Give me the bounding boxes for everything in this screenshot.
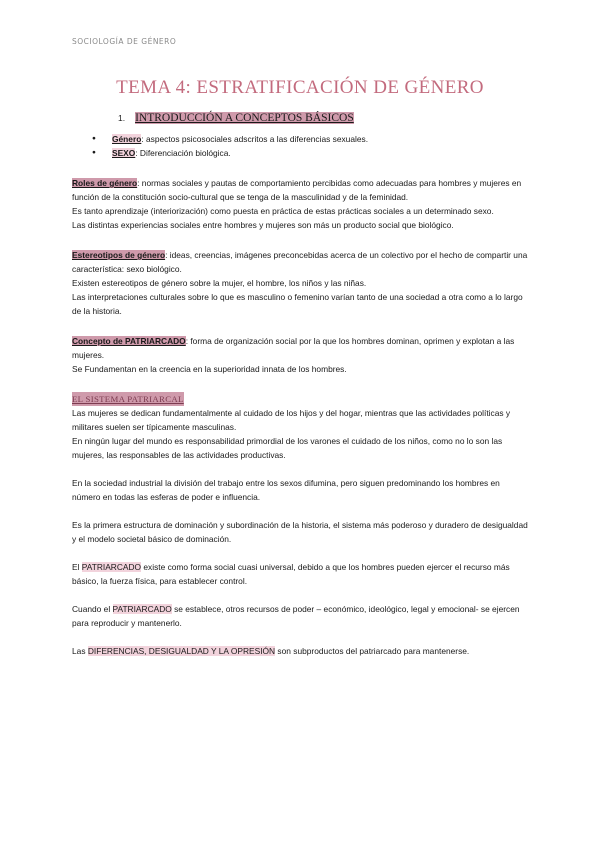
- document-body: [72, 108, 528, 658]
- paragraph: [72, 334, 528, 362]
- list-item: [92, 132, 528, 146]
- paragraph: Las interpretaciones culturales sobre lo que es masculino o femenino varían tanto de una sociedad a otra como a lo largo de la historia.: [72, 292, 523, 316]
- paragraph: [72, 602, 528, 630]
- paragraph-text: son subproductos del patriarcado para mantenerse.: [275, 646, 470, 656]
- term-patriarcado: [72, 336, 186, 346]
- estereotipos-block: [72, 248, 528, 318]
- term-highlight: PATRIARCADO: [125, 336, 186, 346]
- list-item: [92, 146, 528, 160]
- sistema-block: [72, 406, 528, 658]
- paragraph-text: se establece, otros recursos de poder – económico, ideológico, legal y emocional- se ejercen para reproducir y mantenerlo.: [72, 604, 520, 628]
- paragraph: [72, 560, 528, 588]
- definition-text: : Diferenciación biológica.: [135, 148, 231, 158]
- highlight-patriarcado: PATRIARCADO: [81, 562, 142, 572]
- term-genero: Género: [112, 134, 142, 144]
- section-title: INTRODUCCIÓN A CONCEPTOS BÁSICOS: [135, 112, 354, 124]
- paragraph: Las mujeres se dedican fundamentalmente al cuidado de los hijos y del hogar, mientras que las actividades políticas y militares suelen ser típicamente masculinas.: [72, 408, 511, 432]
- paragraph: Existen estereotipos de género sobre la mujer, el hombre, los niños y las niñas.: [72, 278, 367, 288]
- paragraph: [72, 644, 528, 658]
- term-sexo: SEXO: [112, 148, 136, 158]
- paragraph-text: : forma de organización social por la que los hombres dominan, oprimen y explotan a las mujeres.: [72, 336, 515, 360]
- paragraph-text: existe como forma social cuasi universal, debido a que los hombres pueden ejercer el recurso más básico, la fuerza física, para establecer control.: [72, 562, 510, 586]
- highlight-diferencias: DIFERENCIAS, DESIGUALDAD Y LA OPRESIÓN: [87, 646, 276, 656]
- paragraph-text: El: [72, 562, 82, 572]
- paragraph: Es tanto aprendizaje (interiorización) como puesta en práctica de estas prácticas sociales a un determinado sexo.: [72, 206, 494, 216]
- highlight-patriarcado: PATRIARCADO: [112, 604, 172, 614]
- paragraph-text: Cuando el: [72, 604, 113, 614]
- term-prefix: Concepto de: [72, 336, 126, 346]
- paragraph: Es la primera estructura de dominación y subordinación de la historia, el sistema más poderoso y duradero de desigualdad y el modelo societal básico de dominación.: [72, 520, 528, 544]
- subsection-heading: EL SISTEMA PATRIARCAL: [72, 394, 184, 404]
- term-estereotipos: Estereotipos de género: [72, 250, 166, 260]
- paragraph: [72, 248, 528, 276]
- section-number: 1.: [118, 113, 126, 123]
- paragraph-text: Las: [72, 646, 88, 656]
- roles-block: [72, 176, 528, 232]
- patriarcado-block: [72, 334, 528, 376]
- paragraph: En ningún lugar del mundo es responsabilidad primordial de los varones el cuidado de los niños, como no lo son las mujeres, las responsables de las actividades productivas.: [72, 436, 503, 460]
- paragraph: Las distintas experiencias sociales entre hombres y mujeres son más un producto social que biológico.: [72, 220, 454, 230]
- running-header: SOCIOLOGÍA DE GÉNERO: [72, 37, 177, 46]
- section-heading-intro: [118, 108, 528, 128]
- paragraph: [72, 176, 528, 204]
- definition-text: : aspectos psicosociales adscritos a las diferencias sexuales.: [141, 134, 369, 144]
- page-title: TEMA 4: ESTRATIFICACIÓN DE GÉNERO: [116, 77, 484, 98]
- definition-list: [92, 132, 528, 160]
- paragraph-text: : ideas, creencias, imágenes preconcebidas acerca de un colectivo por el hecho de compartir una característica: sexo biológico.: [72, 250, 528, 274]
- paragraph-text: : normas sociales y pautas de comportamiento percibidas como adecuadas para hombres y mujeres en función de la constitución socio-cultural que se tenga de la masculinidad y de la feminidad.: [72, 178, 522, 202]
- paragraph: Se Fundamentan en la creencia en la superioridad innata de los hombres.: [72, 364, 347, 374]
- term-roles: Roles de género: [72, 178, 138, 188]
- paragraph: En la sociedad industrial la división del trabajo entre los sexos difumina, pero siguen predominando los hombres en número en todas las esferas de poder e influencia.: [72, 478, 500, 502]
